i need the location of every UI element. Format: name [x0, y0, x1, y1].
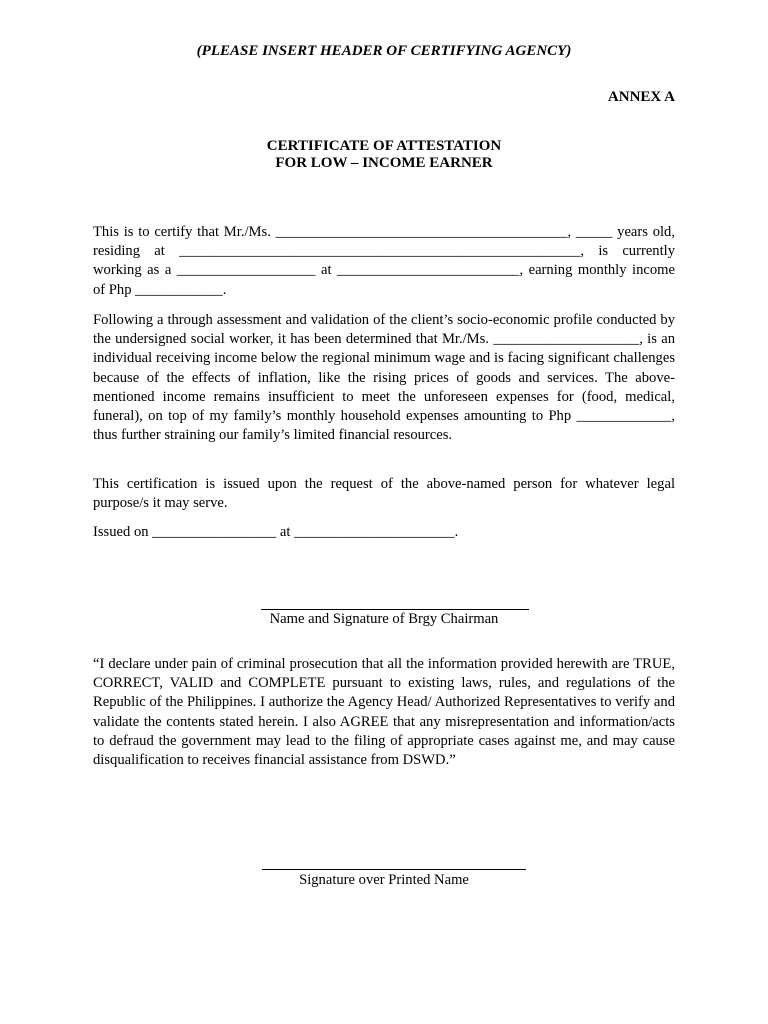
annex-label: ANNEX A — [607, 89, 675, 105]
title-line-2: FOR LOW – INCOME EARNER — [275, 155, 493, 171]
agency-header-placeholder: (PLEASE INSERT HEADER OF CERTIFYING AGENCY) — [196, 43, 572, 59]
declaration-paragraph: “I declare under pain of criminal prosecution that all the information provided herewith are TRUE, CORRECT, VALID and COMPLETE pursuant to existing laws, rules, and regulations of the Republic of the Philippines. I authorize the Agency Head/ Authorized Representatives to verify and validate the contents stated herein. I also AGREE that any misrepresentation and information/acts to defraud the government may lead to the filing of appropriate cases against me, and may cause disqualification to receives financial assistance from DSWD.” — [93, 656, 675, 769]
applicant-signature-label: Signature over Printed Name — [299, 872, 469, 888]
purpose-paragraph: This certification is issued upon the request of the above-named person for whatever legal purpose/s it may serve. — [93, 476, 675, 512]
document-title — [93, 138, 675, 172]
certification-paragraph: This is to certify that Mr./Ms. ________________________________________, _____ years old, residing at _______________________________________________________, is currently working as a ___________________ at _________________________, earning monthly income of Php ____________. — [93, 224, 675, 298]
assessment-paragraph: Following a through assessment and validation of the client’s socio-economic profile conducted by the undersigned social worker, it has been determined that Mr./Ms. ____________________, is an individual receiving income below the regional minimum wage and is facing significant challenges because of the effects of inflation, like the rising prices of goods and services. The above-mentioned income remains insufficient to meet the unforeseen expenses for (food, medical, funeral), on top of my family’s monthly household expenses amounting to Php _____________, thus further straining our family’s limited financial resources. — [93, 312, 675, 444]
applicant-signature-line — [262, 869, 526, 870]
issued-on-line: Issued on _________________ at ______________________. — [93, 524, 459, 540]
chairman-signature-label: Name and Signature of Brgy Chairman — [269, 611, 499, 627]
title-line-1: CERTIFICATE OF ATTESTATION — [266, 138, 502, 154]
